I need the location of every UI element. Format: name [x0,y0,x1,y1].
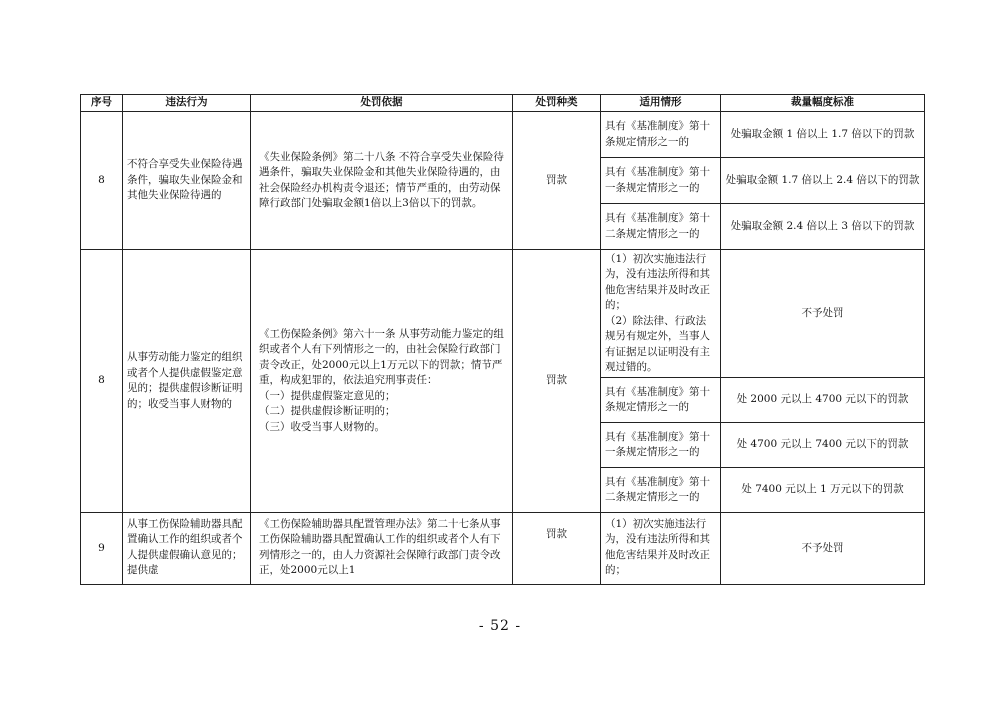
basis-item: （一）提供虚假鉴定意见的； [259,389,396,402]
penalty-type: 罚款 [513,513,601,585]
basis-main: 《工伤保险条例》第六十一条 从事劳动能力鉴定的组织或者个人有下列情形之一的，由社会保险行政部门责令改正，处2000元以上1万元以下的罚款；情节严重，构成犯罪的，依法追究刑事责任： [259,327,504,387]
penalty-basis [251,250,513,513]
discretion-standard: 不予处罚 [721,513,925,585]
discretion-standard: 处 2000 元以上 4700 元以下的罚款 [721,378,925,423]
applicable-situation: 具有《基准制度》第十条规定情形之一的 [601,112,721,158]
basis-item: （三）收受当事人财物的。 [259,420,385,433]
violation-act: 不符合享受失业保险待遇条件，骗取失业保险金和其他失业保险待遇的 [123,112,251,250]
row-no: 9 [81,513,123,585]
applicable-situation-text: （1）初次实施违法行为，没有违法所得和其他危害结果并及时改正的； [605,517,710,576]
header-type: 处罚种类 [513,95,601,112]
violation-act [123,513,251,585]
header-no: 序号 [81,95,123,112]
discretion-standard: 处 7400 元以上 1 万元以下的罚款 [721,468,925,513]
basis-item: （二）提供虚假诊断证明的； [259,405,396,418]
discretion-standard: 处骗取金额 1 倍以上 1.7 倍以下的罚款 [721,112,925,158]
table-row [81,112,925,158]
discretion-standard: 处骗取金额 2.4 倍以上 3 倍以下的罚款 [721,204,925,250]
header-row [81,95,925,112]
applicable-situation: 具有《基准制度》第十一条规定情形之一的 [601,423,721,468]
penalty-type: 罚款 [513,250,601,513]
header-basis: 处罚依据 [251,95,513,112]
discretion-standard: 不予处罚 [721,250,925,378]
applicable-situation: 具有《基准制度》第十一条规定情形之一的 [601,158,721,204]
applicable-situation [601,513,721,585]
situation-clause: （1）初次实施违法行为，没有违法所得和其他危害结果并及时改正的； [605,252,710,311]
applicable-situation: 具有《基准制度》第十条规定情形之一的 [601,378,721,423]
penalty-table [80,94,925,585]
header-act: 违法行为 [123,95,251,112]
situation-clause: （2）除法律、行政法规另有规定外，当事人有证据足以证明没有主观过错的。 [605,314,710,373]
page-number: - 52 - [478,618,522,634]
row-no: 8 [81,112,123,250]
table-row [81,250,925,378]
discretion-standard: 处 4700 元以上 7400 元以下的罚款 [721,423,925,468]
table-row [81,513,925,585]
penalty-type: 罚款 [513,112,601,250]
applicable-situation [601,250,721,378]
row-no: 8 [81,250,123,513]
discretion-standard: 处骗取金额 1.7 倍以上 2.4 倍以下的罚款 [721,158,925,204]
applicable-situation: 具有《基准制度》第十二条规定情形之一的 [601,204,721,250]
penalty-basis-text: 《工伤保险辅助器具配置管理办法》第二十七条从事工伤保险辅助器具配置确认工作的组织或者个人有下列情形之一的，由人力资源社会保障行政部门责令改正，处2000元以上1 [259,517,501,576]
penalty-basis [251,513,513,585]
applicable-situation: 具有《基准制度》第十二条规定情形之一的 [601,468,721,513]
violation-act: 从事劳动能力鉴定的组织或者个人提供虚假鉴定意见的；提供虚假诊断证明的；收受当事人财物的 [123,250,251,513]
violation-act-text: 从事工伤保险辅助器具配置确认工作的组织或者个人提供虚假确认意见的；提供虚 [127,517,243,576]
penalty-basis: 《失业保险条例》第二十八条 不符合享受失业保险待遇条件，骗取失业保险金和其他失业保险待遇的，由社会保险经办机构责令退还；情节严重的，由劳动保障行政部门处骗取金额1倍以上3倍以下的罚款。 [251,112,513,250]
header-situation: 适用情形 [601,95,721,112]
header-standard: 裁量幅度标准 [721,95,925,112]
